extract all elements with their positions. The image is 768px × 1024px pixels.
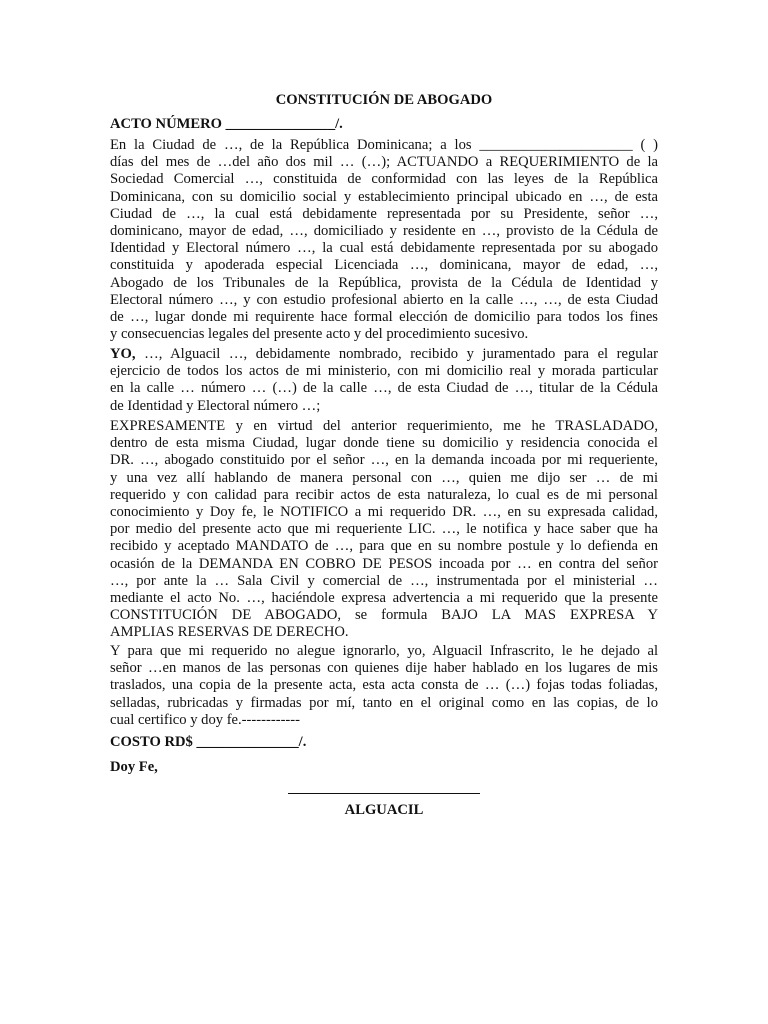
text-line: conocimiento y Doy fe, le NOTIFICO a mi requerido DR. …, en su expresada calidad, — [110, 504, 658, 521]
text-line: señor …en manos de las personas con quienes dije haber hablado en los lugares de mis — [110, 660, 658, 677]
paragraph-3 — [110, 418, 658, 642]
text-line: requerido y con calidad para recibir actos de esta naturaleza, lo cual es de mi personal — [110, 486, 658, 503]
text-line: CONSTITUCIÓN DE ABOGADO, se formula BAJO LA MAS EXPRESA Y — [110, 607, 658, 624]
paragraph-4 — [110, 643, 658, 729]
text-line: de Identidad y Electoral número …; — [110, 397, 321, 414]
text-line: en la calle … número … (…) de la calle …, de esta Ciudad de …, titular de la Cédula — [110, 380, 658, 397]
text-line: Identidad y Electoral número …, la cual está debidamente representada por su abogado — [110, 240, 658, 257]
text-line: por medio del presente acto que mi requeriente LIC. …, le notifica y hace saber que ha — [110, 521, 658, 538]
paragraph-2 — [110, 346, 658, 415]
text-line: y una vez allí hablando de manera personal con …, quien me dijo ser … de mi — [110, 469, 658, 486]
text-line: Electoral número …, y con estudio profesional abierto en la calle …, …, de esta Ciudad — [110, 291, 658, 308]
text-line: …, por ante la … Sala Civil y comercial de …, instrumentada por el ministerial … — [110, 572, 658, 589]
lead-word: YO, — [110, 346, 136, 362]
text-line: mediante el acto No. …, haciéndole expresa advertencia a mi requerido que la presente — [110, 590, 658, 607]
doy-fe: Doy Fe, — [110, 759, 158, 775]
text-line: Dominicana, con su domicilio social y establecimiento principal ubicado en …, de esta — [110, 188, 658, 205]
text-line: días del mes de …del año dos mil … (…); ACTUANDO a REQUERIMIENTO de la — [110, 154, 658, 171]
text-line: Sociedad Comercial …, constituida de conformidad con las leyes de la República — [110, 171, 658, 188]
text-line: Ciudad de …, la cual está debidamente representada por su Presidente, señor …, — [110, 205, 658, 222]
text-line: AMPLIAS RESERVAS DE DERECHO. — [110, 624, 349, 641]
acto-numero: ACTO NÚMERO _______________/. — [110, 116, 343, 132]
text-line: DR. …, abogado constituido por el señor …, en la demanda incoada por mi requeriente, — [110, 452, 658, 469]
text-line: dentro de esta misma Ciudad, lugar donde tiene su domicilio y residencia conocida el — [110, 435, 658, 452]
text-line: selladas, rubricadas y firmadas por mí, tanto en el original como en las copias, de lo — [110, 694, 658, 711]
text-line: ocasión de la DEMANDA EN COBRO DE PESOS incoada por … en contra del señor — [110, 555, 658, 572]
document-title: CONSTITUCIÓN DE ABOGADO — [275, 92, 493, 108]
text-line: traslados, una copia de la presente acta, esta acta consta de … (…) fojas todas foliadas, — [110, 677, 658, 694]
text-line: cual certifico y doy fe.------------ — [110, 711, 301, 728]
text-line: Abogado de los Tribunales de la República, provista de la Cédula de Identidad y — [110, 274, 658, 291]
text-line: de …, lugar donde mi requirente hace formal elección de domicilio para todos los fines — [110, 309, 658, 326]
paragraph-1 — [110, 137, 658, 343]
costo-line: COSTO RD$ ______________/. — [110, 734, 307, 750]
text-line: EXPRESAMENTE y en virtud del anterior requerimiento, me he TRASLADADO, — [110, 418, 658, 434]
signature-line — [288, 793, 480, 794]
text-line: ejercicio de todos los actos de mi ministerio, con mi domicilio real y morada particular — [110, 363, 658, 380]
text-line: y consecuencias legales del presente acto y del procedimiento sucesivo. — [110, 326, 529, 343]
text-line: YO, …, Alguacil …, debidamente nombrado, recibido y juramentado para el regular — [110, 346, 658, 362]
text-line: dominicano, mayor de edad, …, domiciliado y residente en …, provisto de la Cédula de — [110, 223, 658, 240]
text-line: recibido y aceptado MANDATO de …, para que en su nombre postule y lo defienda en — [110, 538, 658, 555]
signature-label: ALGUACIL — [344, 802, 424, 818]
text-line: constituida y apoderada especial Licenciada …, dominicana, mayor de edad, …, — [110, 257, 658, 274]
text-line: En la Ciudad de …, de la República Dominicana; a los _____________________ ( ) — [110, 137, 658, 153]
text-line: Y para que mi requerido no alegue ignorarlo, yo, Alguacil Infrascrito, le he dejado al — [110, 643, 658, 659]
